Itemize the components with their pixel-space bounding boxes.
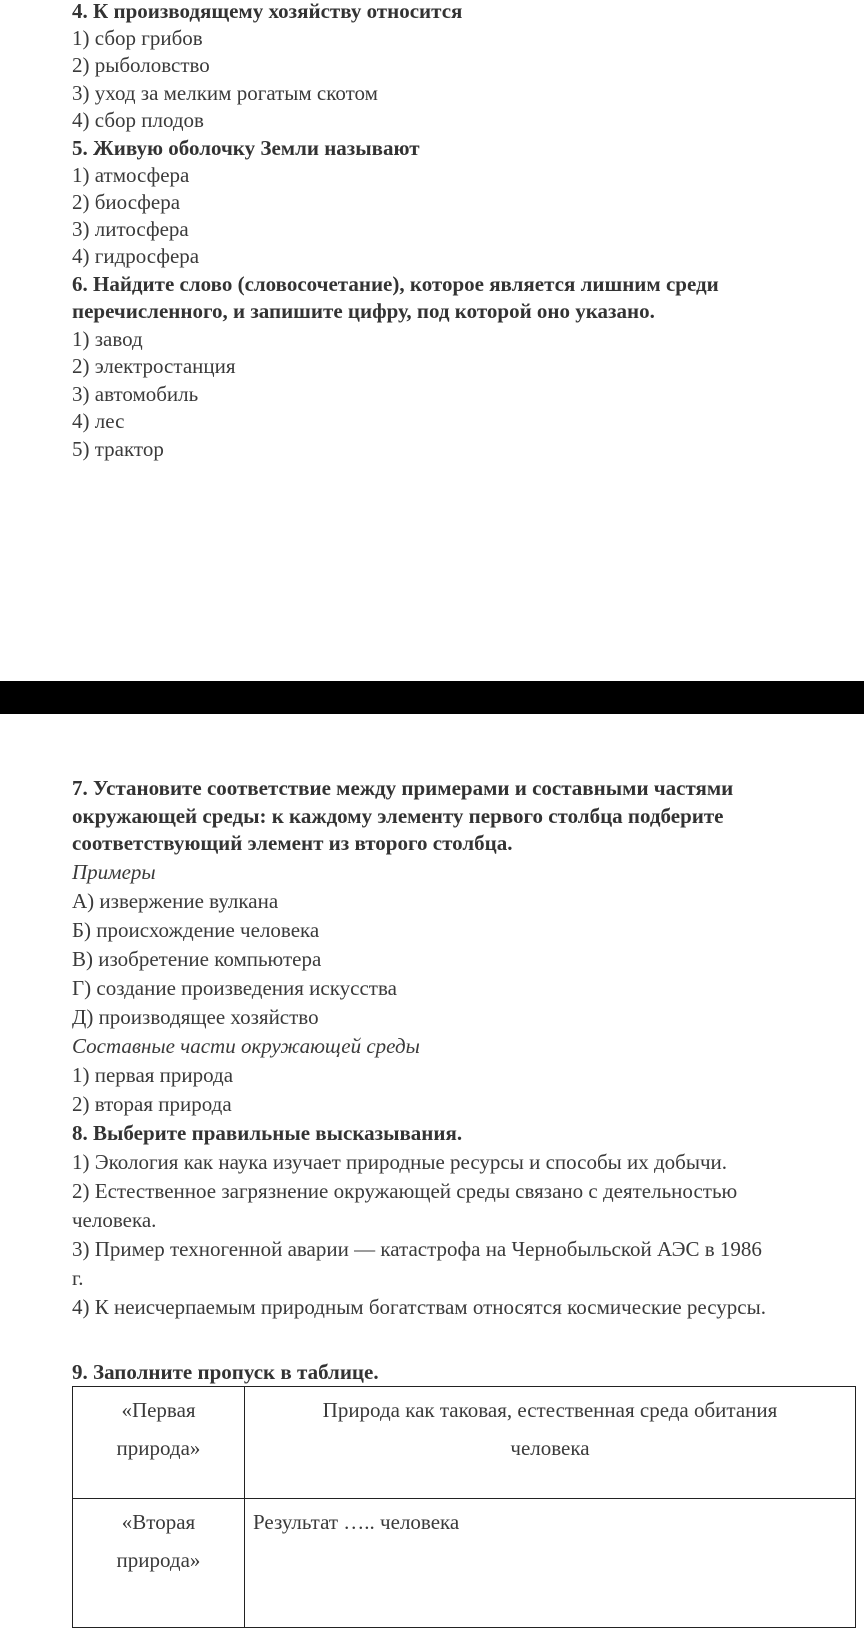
- question-7-examples-heading: Примеры: [72, 860, 156, 884]
- question-8-title: 8. Выберите правильные высказывания.: [72, 1121, 463, 1145]
- question-4-option-4: 4) сбор плодов: [72, 108, 204, 132]
- table-cell-definition: [245, 1387, 856, 1499]
- question-5-option-3: 3) литосфера: [72, 217, 189, 241]
- question-6-title-line-2: перечисленного, и запишите цифру, под которой оно указано.: [72, 299, 655, 323]
- question-4-option-3: 3) уход за мелким рогатым скотом: [72, 81, 378, 105]
- definition-line: человека: [510, 1436, 590, 1460]
- table-cell-term: [73, 1499, 245, 1628]
- question-7-title-line-3: соответствующий элемент из второго столбца.: [72, 831, 513, 855]
- term-line: «Вторая: [121, 1510, 196, 1534]
- definition-line: Результат ….. человека: [253, 1510, 460, 1534]
- question-4-title: 4. К производящему хозяйству относится: [72, 0, 463, 23]
- question-7-part-1: 1) первая природа: [72, 1063, 234, 1087]
- question-7-title-line-2: окружающей среды: к каждому элементу первого столбца подберите: [72, 804, 724, 828]
- question-5-option-4: 4) гидросфера: [72, 244, 200, 268]
- question-7-title-line-1: 7. Установите соответствие между примерами и составными частями: [72, 776, 734, 800]
- question-8-statement-3-cont: г.: [72, 1266, 84, 1290]
- question-6-title-line-1: 6. Найдите слово (словосочетание), которое является лишним среди: [72, 272, 719, 296]
- question-6-option-5: 5) трактор: [72, 437, 164, 461]
- table-cell-term: [73, 1387, 245, 1499]
- table-row: [73, 1387, 856, 1499]
- question-8-statement-4: 4) К неисчерпаемым природным богатствам относятся космические ресурсы.: [72, 1295, 766, 1319]
- term-line: природа»: [116, 1436, 201, 1460]
- question-7-example-c: В) изобретение компьютера: [72, 947, 322, 971]
- term-line: «Первая: [121, 1398, 196, 1422]
- question-5-title: 5. Живую оболочку Земли называют: [72, 136, 420, 160]
- question-7-part-2: 2) вторая природа: [72, 1092, 232, 1116]
- question-6-option-3: 3) автомобиль: [72, 382, 199, 406]
- question-9-title: 9. Заполните пропуск в таблице.: [72, 1360, 379, 1384]
- page-separator-band: [0, 681, 864, 714]
- question-8-statement-2-cont: человека.: [72, 1208, 157, 1232]
- question-8-statement-3: 3) Пример техногенной аварии — катастрофа на Чернобыльской АЭС в 1986: [72, 1237, 762, 1261]
- question-7-example-b: Б) происхождение человека: [72, 918, 320, 942]
- question-7-example-e: Д) производящее хозяйство: [72, 1005, 319, 1029]
- table-cell-definition: [245, 1499, 856, 1628]
- question-7-example-d: Г) создание произведения искусства: [72, 976, 397, 1000]
- question-4-option-2: 2) рыболовство: [72, 53, 210, 77]
- question-7-parts-heading: Составные части окружающей среды: [72, 1034, 420, 1058]
- question-6-option-4: 4) лес: [72, 409, 125, 433]
- question-8-statement-2: 2) Естественное загрязнение окружающей среды связано с деятельностью: [72, 1179, 738, 1203]
- term-line: природа»: [116, 1548, 201, 1572]
- question-7-example-a: А) извержение вулкана: [72, 889, 279, 913]
- table-row: [73, 1499, 856, 1628]
- question-6-option-1: 1) завод: [72, 327, 143, 351]
- question-8-statement-1: 1) Экология как наука изучает природные ресурсы и способы их добычи.: [72, 1150, 728, 1174]
- question-4-option-1: 1) сбор грибов: [72, 26, 203, 50]
- question-6-option-2: 2) электростанция: [72, 354, 236, 378]
- question-5-option-1: 1) атмосфера: [72, 163, 190, 187]
- fill-gap-table: [72, 1386, 856, 1628]
- definition-line: Природа как таковая, естественная среда обитания: [322, 1398, 778, 1422]
- question-5-option-2: 2) биосфера: [72, 190, 181, 214]
